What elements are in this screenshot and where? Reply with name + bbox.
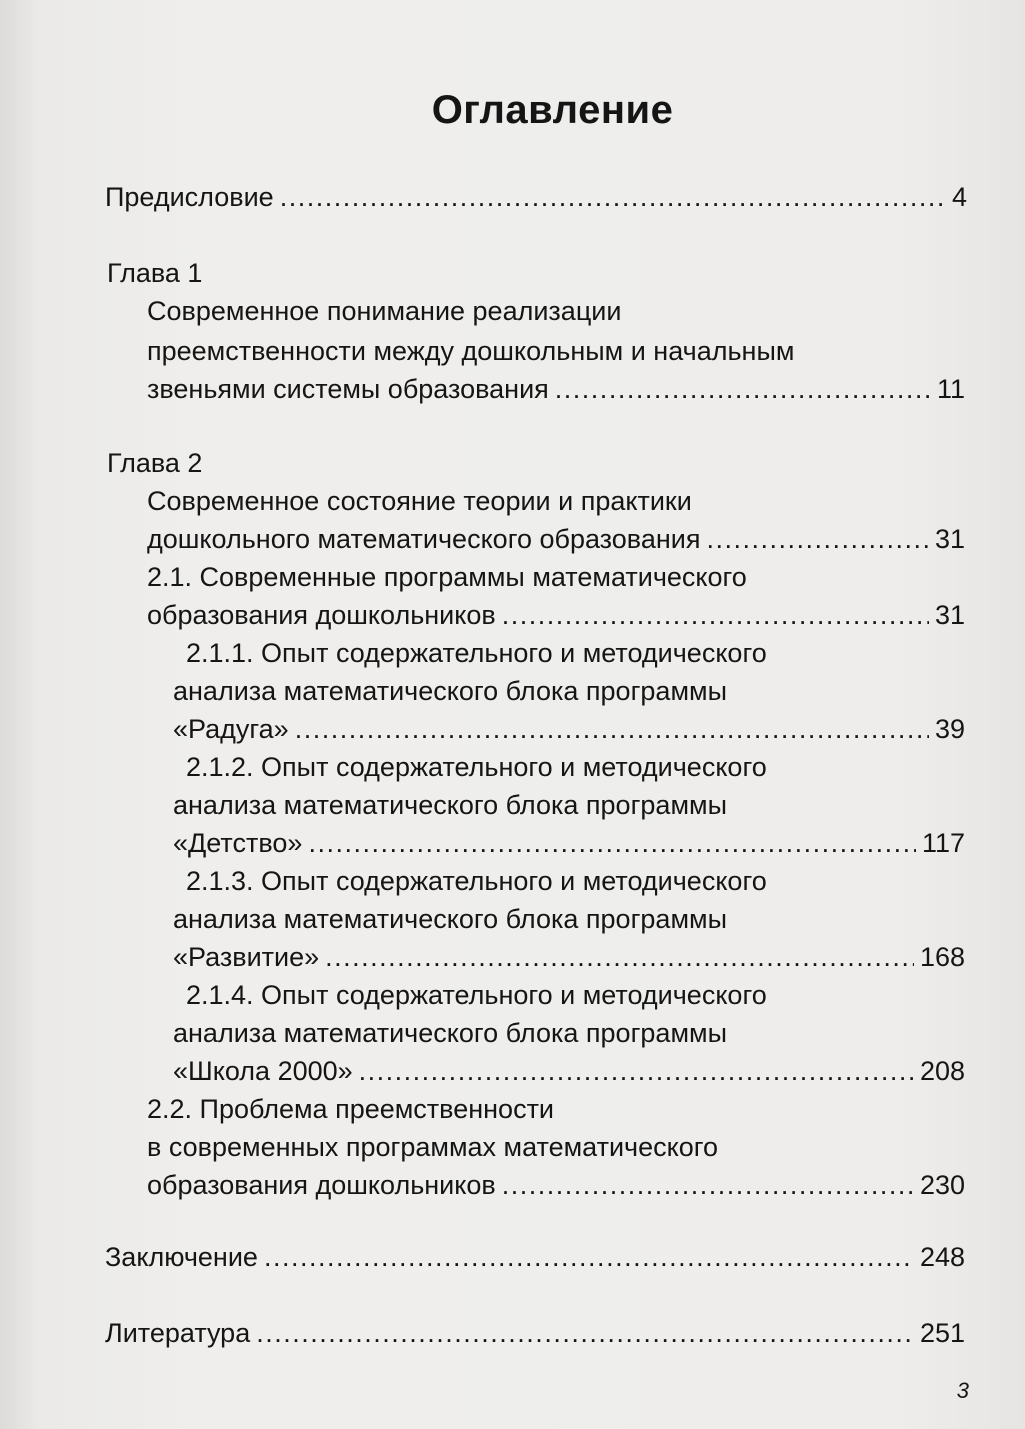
toc-entry-preface <box>105 180 967 214</box>
toc-page-number: 248 <box>919 1242 965 1272</box>
toc-entry-literature <box>105 1316 965 1350</box>
toc-entry-label: анализа математического блока программы <box>173 904 727 934</box>
toc-entry-label: «Радуга» <box>173 714 289 744</box>
toc-leader-dots <box>359 1054 914 1088</box>
toc-entry-chapter-1 <box>147 372 965 406</box>
toc-leader-dots <box>502 598 929 632</box>
toc-leader-dots <box>280 180 946 214</box>
toc-entry-label: «Детство» <box>173 828 303 858</box>
page-title: Оглавление <box>431 88 674 132</box>
toc-entry-label: анализа математического блока программы <box>173 676 727 706</box>
toc-entry-label: 2.1.3. Опыт содержательного и методического <box>186 866 767 896</box>
toc-entry-label: Литература <box>105 1318 251 1348</box>
toc-page-number: 230 <box>919 1170 965 1200</box>
toc-entry-label: Современное понимание реализации <box>147 296 622 326</box>
toc-leader-dots <box>264 1240 914 1274</box>
toc-entry-label: Предисловие <box>105 182 274 212</box>
toc-leader-dots <box>502 1168 914 1202</box>
toc-entry-label: анализа математического блока программы <box>173 790 727 820</box>
toc-entry-label: 2.2. Проблема преемственности <box>147 1094 555 1124</box>
toc-entry-label: в современных программах математического <box>147 1132 719 1162</box>
toc-entry-label: анализа математического блока программы <box>173 1018 727 1048</box>
toc-entry-label: образования дошкольников <box>147 600 496 630</box>
toc-entry-section-2-1 <box>147 598 965 632</box>
toc-page-number: 117 <box>921 828 965 858</box>
toc-entry-label: Современное состояние теории и практики <box>147 486 692 516</box>
toc-entry-label: «Школа 2000» <box>173 1056 353 1086</box>
toc-leader-dots <box>325 940 914 974</box>
toc-entry-label: образования дошкольников <box>147 1170 496 1200</box>
chapter-heading: Глава 1 <box>107 258 203 288</box>
toc-entry-label: дошкольного математического образования <box>147 524 701 554</box>
toc-leader-dots <box>706 522 929 556</box>
chapter-heading: Глава 2 <box>107 448 203 478</box>
toc-entry-label: 2.1.2. Опыт содержательного и методического <box>186 752 767 782</box>
toc-entry-label: 2.1.4. Опыт содержательного и методического <box>186 980 767 1010</box>
toc-entry-section-2-1-1 <box>173 712 965 746</box>
toc-leader-dots <box>256 1316 914 1350</box>
toc-leader-dots <box>555 372 931 406</box>
toc-entry-label: звеньями системы образования <box>147 374 549 404</box>
toc-page-number: 39 <box>934 714 965 744</box>
toc-entry-label: «Развитие» <box>173 942 320 972</box>
toc-page-number: 11 <box>936 374 965 404</box>
toc-entry-section-2-1-2 <box>173 826 965 860</box>
page-number-folio: 3 <box>956 1378 969 1403</box>
toc-entry-label: 2.1. Современные программы математического <box>147 562 747 592</box>
toc-entry-label: Заключение <box>105 1242 258 1272</box>
toc-entry-section-2-1-3 <box>173 940 965 974</box>
toc-entry-section-2-1-4 <box>173 1054 965 1088</box>
toc-page-number: 251 <box>919 1318 965 1348</box>
toc-leader-dots <box>295 712 929 746</box>
toc-page-number: 31 <box>934 524 965 554</box>
toc-page-number: 208 <box>919 1056 965 1086</box>
toc-leader-dots <box>308 826 916 860</box>
toc-entry-label: 2.1.1. Опыт содержательного и методического <box>186 638 767 668</box>
toc-page-number: 4 <box>951 182 967 212</box>
toc-entry-label: преемственности между дошкольным и начальным <box>147 336 795 366</box>
toc-entry-conclusion <box>105 1240 965 1274</box>
toc-entry-chapter-2 <box>147 522 965 556</box>
toc-page-number: 168 <box>919 942 965 972</box>
toc-page-number: 31 <box>934 600 965 630</box>
toc-entry-section-2-2 <box>147 1168 965 1202</box>
